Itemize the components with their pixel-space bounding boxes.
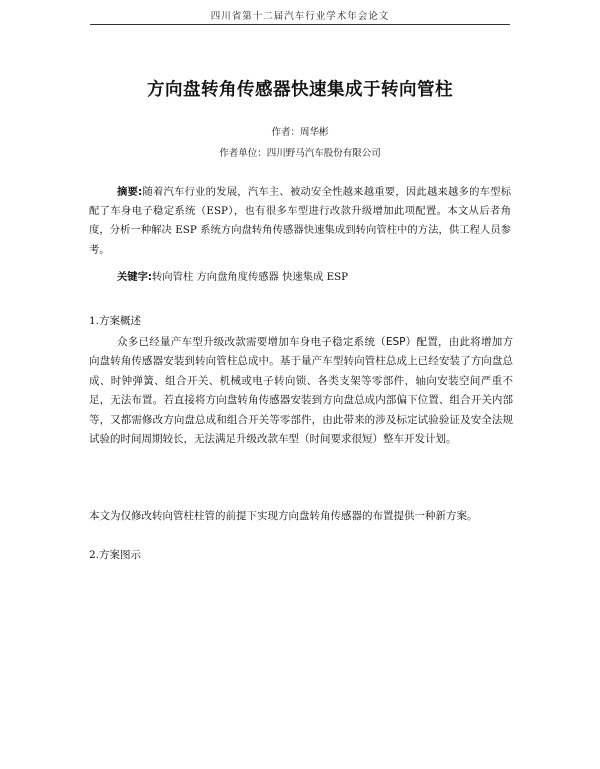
keywords-label: 关键字: [117, 271, 153, 283]
keywords [117, 268, 348, 283]
author-line: 作者：周华彬 [271, 127, 329, 138]
body-paragraph-2: 本文为仅修改转向管柱柱管的前提下实现方向盘转角传感器的布置提供一种新方案。 [89, 510, 478, 522]
section-heading-overview: 1.方案概述 [89, 315, 142, 327]
abstract-label: 摘要: [117, 186, 143, 198]
abstract-text: 随着汽车行业的发展，汽车主、被动安全性越来越重要，因此越来越多的车型标配了车身电子稳定系统（ESP），也有很多车型进行改款升级增加此项配置。本文从后者角度，分析一种解决 ESP 系统方向盘转角传感器快速集成到转向管柱中的方法，供工程人员参考。 [89, 186, 512, 256]
section-heading-diagram: 2.方案图示 [89, 549, 142, 561]
affiliation-line: 作者单位：四川野马汽车股份有限公司 [219, 148, 381, 159]
abstract [89, 183, 511, 260]
keywords-text: 转向管柱 方向盘角度传感器 快速集成 ESP [152, 271, 349, 283]
header-divider [90, 24, 510, 25]
body-paragraph: 众多已经量产车型升级改款需要增加车身电子稳定系统（ESP）配置，由此将增加方向盘转角传感器安装到转向管柱总成中。基于量产车型转向管柱总成上已经安装了方向盘总成、时钟弹簧、组合开关、机械或电子转向锁、各类支架等零部件，轴向安装空间严重不足，无法布置。若直接将方向盘转角传感器安装到方向盘总成内部偏下位置、组合开关内部等，又都需修改方向盘总成和组合开关等零部件，由此带来的涉及标定试验验证及安全法规试验的时间周期较长，无法满足升级改款车型（时间要求很短）整车开发计划。 [89, 336, 513, 446]
paper-title: 方向盘转角传感器快速集成于转向管柱 [147, 80, 453, 100]
running-header: 四川省第十二届汽车行业学术年会论文 [210, 11, 390, 22]
